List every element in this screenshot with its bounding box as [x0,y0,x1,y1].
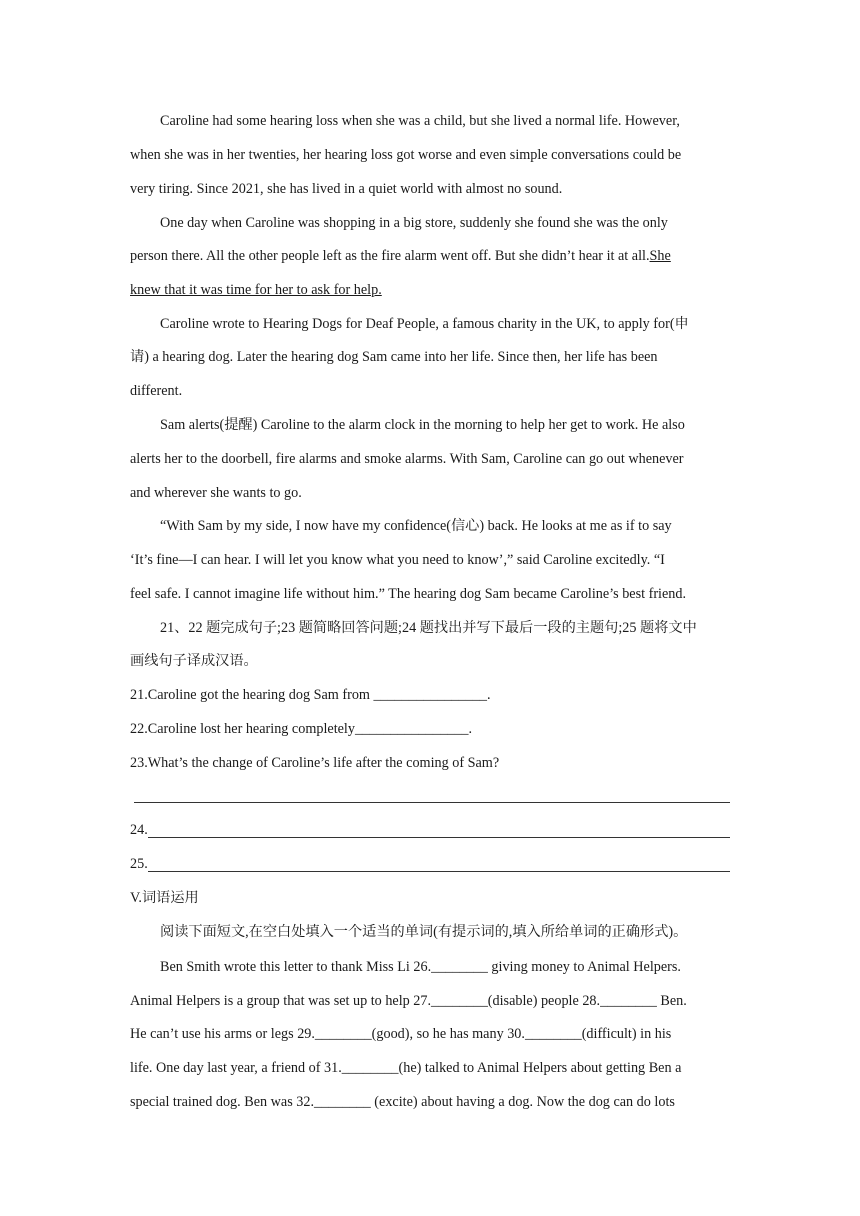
passage-p2-line-1: One day when Caroline was shopping in a big store, suddenly she found she was the only [160,215,668,231]
passage-p4-line-2: alerts her to the doorbell, fire alarms and smoke alarms. With Sam, Caroline can go out whenever [130,451,684,467]
passage-p1-line-1: Caroline had some hearing loss when she was a child, but she lived a normal life. However, [160,113,680,129]
task-instruction-line-2: 画线句子译成汉语。 [130,653,258,669]
question-23: 23.What’s the change of Caroline’s life after the coming of Sam? [130,755,500,771]
passage-p4-line-3: and wherever she wants to go. [130,485,302,501]
passage-p1-line-3: very tiring. Since 2021, she has lived in a quiet world with almost no sound. [130,181,563,197]
section-instruction: 阅读下面短文,在空白处填入一个适当的单词(有提示词的,填入所给单词的正确形式)。 [160,924,688,940]
passage-p2-line-2 [130,246,671,266]
passage-p4-line-1: Sam alerts(提醒) Caroline to the alarm clock in the morning to help her get to work. He also [160,417,685,433]
answer-line-23 [134,802,730,803]
question-22: 22.Caroline lost her hearing completely________________. [130,721,473,737]
passage-p3-line-1: Caroline wrote to Hearing Dogs for Deaf People, a famous charity in the UK, to apply for(申 [160,316,689,332]
passage-p2-text: person there. All the other people left as the fire alarm went off. But she didn’t hear it at all. [130,248,650,264]
passage-p5-line-2: ‘It’s fine—I can hear. I will let you know what you need to know’,” said Caroline excitedly. “I [130,552,665,568]
cloze-line-5: special trained dog. Ben was 32.________ (excite) about having a dog. Now the dog can do lots [130,1094,675,1110]
cloze-line-2: Animal Helpers is a group that was set up to help 27.________(disable) people 28.________ Ben. [130,993,687,1009]
cloze-line-4: life. One day last year, a friend of 31.________(he) talked to Animal Helpers about getting Ben a [130,1060,682,1076]
passage-p5-line-1: “With Sam by my side, I now have my confidence(信心) back. He looks at me as if to say [160,518,672,534]
passage-p3-line-2: 请) a hearing dog. Later the hearing dog Sam came into her life. Since then, her life has been [130,349,658,365]
passage-p3-line-3: different. [130,383,183,399]
question-21: 21.Caroline got the hearing dog Sam from ________________. [130,687,491,703]
task-instruction-line-1: 21、22 题完成句子;23 题简略回答问题;24 题找出并写下最后一段的主题句;25 题将文中 [160,620,697,636]
answer-line-25 [148,871,730,872]
passage-p5-line-3: feel safe. I cannot imagine life without him.” The hearing dog Sam became Caroline’s best friend. [130,586,687,602]
question-24-label: 24. [130,822,148,838]
underlined-sentence-start: She [649,248,671,264]
cloze-line-1: Ben Smith wrote this letter to thank Miss Li 26.________ giving money to Animal Helpers. [160,959,681,975]
question-25-label: 25. [130,856,148,872]
section-heading: V.词语运用 [130,890,199,906]
cloze-line-3: He can’t use his arms or legs 29.________(good), so he has many 30.________(difficult) in his [130,1026,672,1042]
passage-p1-line-2: when she was in her twenties, her hearing loss got worse and even simple conversations could be [130,147,682,163]
underlined-sentence-end: knew that it was time for her to ask for help. [130,282,382,298]
answer-line-24 [148,837,730,838]
